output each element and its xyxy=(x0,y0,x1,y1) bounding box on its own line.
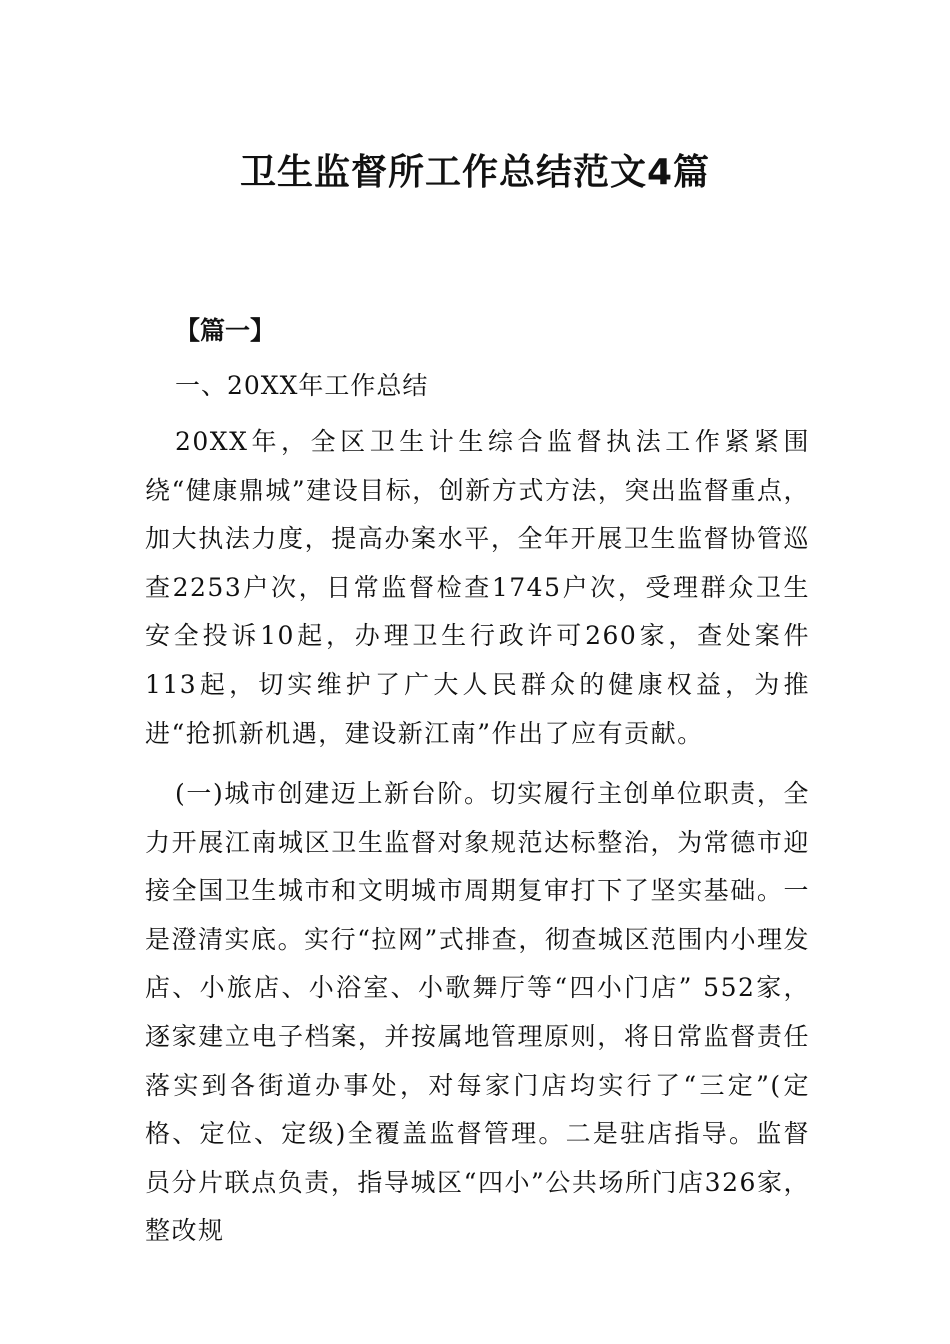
body-paragraph: (一)城市创建迈上新台阶。切实履行主创单位职责，全力开展江南城区卫生监督对象规范达标整治，为常德市迎接全国卫生城市和文明城市周期复审打下了坚实基础。一是澄清实底。实行“拉网”式排查，彻查城区范围内小理发店、小旅店、小浴室、小歌舞厅等“四小门店” 552家，逐家建立电子档案，并按属地管理原则，将日常监督责任落实到各街道办事处，对每家门店均实行了“三定”(定格、定位、定级)全覆盖监督管理。二是驻店指导。监督员分片联点负责，指导城区“四小”公共场所门店326家，整改规 xyxy=(145,779,810,1246)
section-subheading: 一、20XX年工作总结 xyxy=(175,371,429,400)
body-paragraph: 20XX年，全区卫生计生综合监督执法工作紧紧围绕“健康鼎城”建设目标，创新方式方法，突出监督重点，加大执法力度，提高办案水平，全年开展卫生监督协管巡查2253户次，日常监督检查1745户次，受理群众卫生安全投诉10起，办理卫生行政许可260家，查处案件113起，切实维护了广大人民群众的健康权益，为推进“抢抓新机遇，建设新江南”作出了应有贡献。 xyxy=(145,427,810,748)
document-title: 卫生监督所工作总结范文4篇 xyxy=(239,152,711,193)
section-label: 【篇一】 xyxy=(175,316,276,345)
